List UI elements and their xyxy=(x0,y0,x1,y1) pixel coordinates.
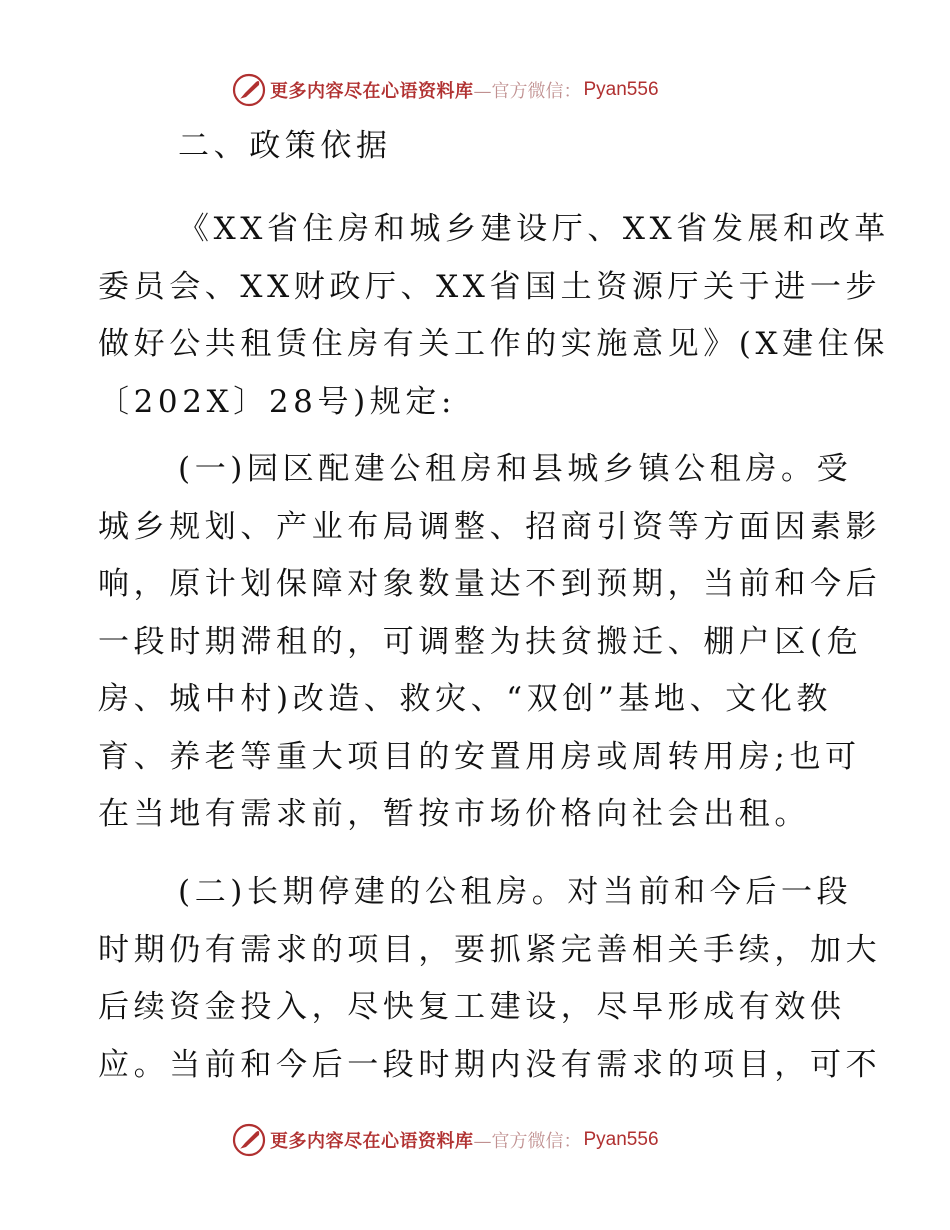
paragraph-item-2 xyxy=(98,864,882,1094)
watermark-wechat-id: Pyan556 xyxy=(583,1129,659,1150)
paragraph-line: 育、养老等重大项目的安置用房或周转用房;也可 xyxy=(98,738,861,775)
paragraph-item-1 xyxy=(98,441,882,844)
watermark-text: 更多内容尽在心语资料库 xyxy=(270,1131,474,1152)
section-heading: 二、政策依据 xyxy=(178,128,392,164)
paragraph-policy-basis xyxy=(98,201,890,431)
watermark-footer xyxy=(232,1123,659,1157)
paragraph-line: 《XX省住房和城乡建设厅、XX省发展和改革 xyxy=(178,211,890,247)
paragraph-line: 后续资金投入，尽快复工建设，尽早形成有效供 xyxy=(98,989,846,1025)
watermark-wechat-id: Pyan556 xyxy=(583,79,659,100)
paragraph-line: 做好公共租赁住房有关工作的实施意见》(X建住保 xyxy=(98,326,889,362)
feather-logo-icon xyxy=(232,1123,266,1157)
paragraph-line: 一段时期滞租的，可调整为扶贫搬迁、棚户区(危 xyxy=(98,623,863,660)
paragraph-line: 响，原计划保障对象数量达不到预期，当前和今后 xyxy=(98,566,882,602)
paragraph-line: 〔202X〕28号)规定: xyxy=(98,383,457,420)
paragraph-line: 应。当前和今后一段时期内没有需求的项目，可不 xyxy=(98,1046,882,1083)
watermark-separator: —官方微信： xyxy=(473,81,582,102)
paragraph-line: (二)长期停建的公租房。对当前和今后一段 xyxy=(178,874,853,910)
watermark-separator: —官方微信： xyxy=(473,1131,582,1152)
paragraph-line: (一)园区配建公租房和县城乡镇公租房。受 xyxy=(178,451,853,487)
paragraph-line: 委员会、XX财政厅、XX省国土资源厅关于进一步 xyxy=(98,268,882,305)
watermark-header xyxy=(232,73,659,107)
paragraph-line: 城乡规划、产业布局调整、招商引资等方面因素影 xyxy=(98,508,882,545)
paragraph-line: 在当地有需求前，暂按市场价格向社会出租。 xyxy=(98,796,810,832)
paragraph-line: 房、城中村)改造、救灾、“双创”基地、文化教 xyxy=(98,681,832,717)
paragraph-line: 时期仍有需求的项目，要抓紧完善相关手续，加大 xyxy=(98,931,882,968)
feather-logo-icon xyxy=(232,73,266,107)
watermark-text: 更多内容尽在心语资料库 xyxy=(270,81,474,102)
